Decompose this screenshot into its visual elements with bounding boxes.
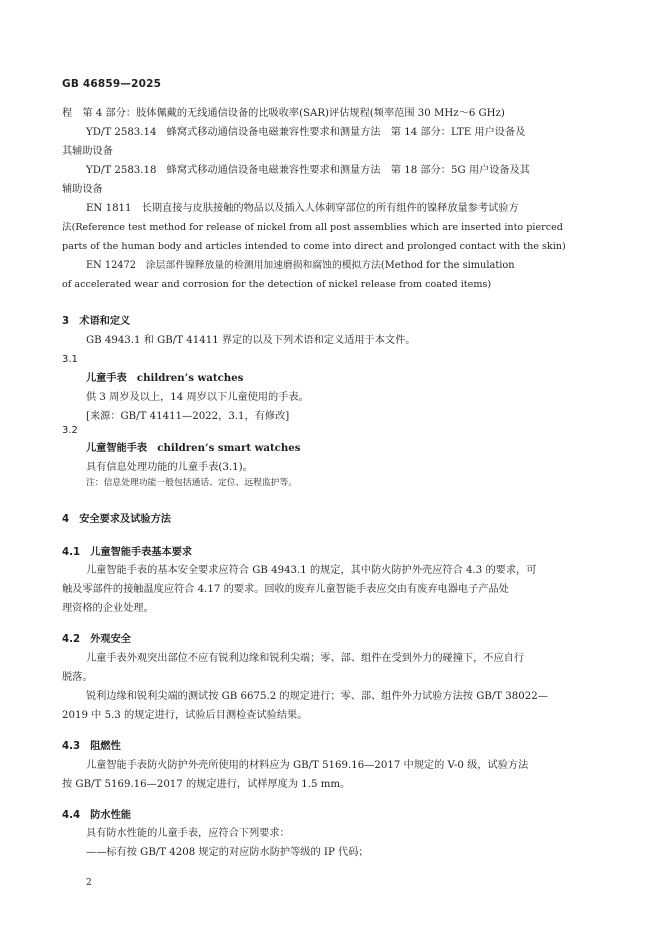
paragraph-line: 触及零部件的接触温度应符合 4.17 的要求。回收的废弃儿童智能手表应交由有废弃电器电子产品处 [62, 584, 509, 595]
reference-line: EN 1811 长期直接与皮肤接触的物品以及插入人体刺穿部位的所有组件的镍释放量参考试验方 [86, 203, 519, 214]
paragraph-line: 儿童智能手表防火防护外壳所使用的材料应为 GB/T 5169.16—2017 中规定的 V-0 级，试验方法 [86, 760, 529, 771]
reference-line: 程 第 4 部分：肢体佩戴的无线通信设备的比吸收率(SAR)评估规程(频率范围 30 MHz～6 GHz) [62, 108, 505, 119]
section-3-heading: 3 术语和定义 [62, 316, 131, 327]
paragraph-line: 儿童智能手表的基本安全要求应符合 GB 4943.1 的规定，其中防火防护外壳应符合 4.3 的要求，可 [86, 565, 537, 576]
paragraph-line: 按 GB/T 5169.16—2017 的规定进行，试样厚度为 1.5 mm。 [62, 779, 351, 790]
section-4-heading: 4 安全要求及试验方法 [62, 514, 171, 525]
term-definition: 供 3 周岁及以上，14 周岁以下儿童使用的手表。 [86, 392, 309, 403]
subsection-4-2-heading: 4.2 外观安全 [62, 634, 131, 645]
section-3-intro: GB 4943.1 和 GB/T 41411 界定的以及下列术语和定义适用于本文件。 [86, 335, 416, 346]
paragraph-line: 脱落。 [62, 672, 93, 683]
term-number: 3.2 [62, 425, 78, 436]
paragraph-line: 2019 中 5.3 的规定进行，试验后目测检查试验结果。 [62, 710, 308, 721]
reference-line: YD/T 2583.18 蜂窝式移动通信设备电磁兼容性要求和测量方法 第 18 部分：5G 用户设备及其 [86, 165, 530, 176]
paragraph-line: 理资格的企业处理。 [62, 603, 154, 614]
reference-line: EN 12472 涂层部件镍释放量的检测用加速磨损和腐蚀的模拟方法(Method for the simulation [86, 260, 515, 271]
term-note: 注：信息处理功能一般包括通话、定位、远程监护等。 [86, 478, 298, 488]
reference-line: of accelerated wear and corrosion for the detection of nickel release from coated items) [62, 279, 492, 290]
term-definition: 具有信息处理功能的儿童手表(3.1)。 [86, 462, 253, 473]
page-number: 2 [86, 878, 92, 888]
term-title: 儿童手表 children’s watches [86, 372, 244, 384]
subsection-4-1-heading: 4.1 儿童智能手表基本要求 [62, 547, 193, 558]
reference-line: 其辅助设备 [62, 146, 113, 157]
subsection-4-4-heading: 4.4 防水性能 [62, 810, 131, 821]
term-number: 3.1 [62, 354, 78, 365]
term-title: 儿童智能手表 children’s smart watches [86, 442, 301, 454]
list-item: ——标有按 GB/T 4208 规定的对应防水防护等级的 IP 代码； [86, 847, 369, 858]
reference-line: 辅助设备 [62, 184, 103, 195]
subsection-4-3-heading: 4.3 阻燃性 [62, 741, 121, 752]
paragraph-line: 具有防水性能的儿童手表，应符合下列要求： [86, 828, 290, 839]
term-source: [来源：GB/T 41411—2022，3.1，有修改] [86, 411, 290, 422]
paragraph-line: 儿童手表外观突出部位不应有锐利边缘和锐利尖端；零、部、组件在受到外力的碰撞下，不应自行 [86, 653, 525, 664]
reference-line: 法(Reference test method for release of nickel from all post assemblies which are inserted into pierced [62, 222, 563, 233]
standard-id-header: GB 46859—2025 [62, 78, 162, 90]
paragraph-line: 锐利边缘和锐利尖端的测试按 GB 6675.2 的规定进行；零、部、组件外力试验方法按 GB/T 38022— [86, 691, 548, 702]
reference-line: YD/T 2583.14 蜂窝式移动通信设备电磁兼容性要求和测量方法 第 14 部分：LTE 用户设备及 [86, 127, 526, 138]
reference-line: parts of the human body and articles intended to come into direct and prolonged contact with the skin) [62, 241, 566, 252]
